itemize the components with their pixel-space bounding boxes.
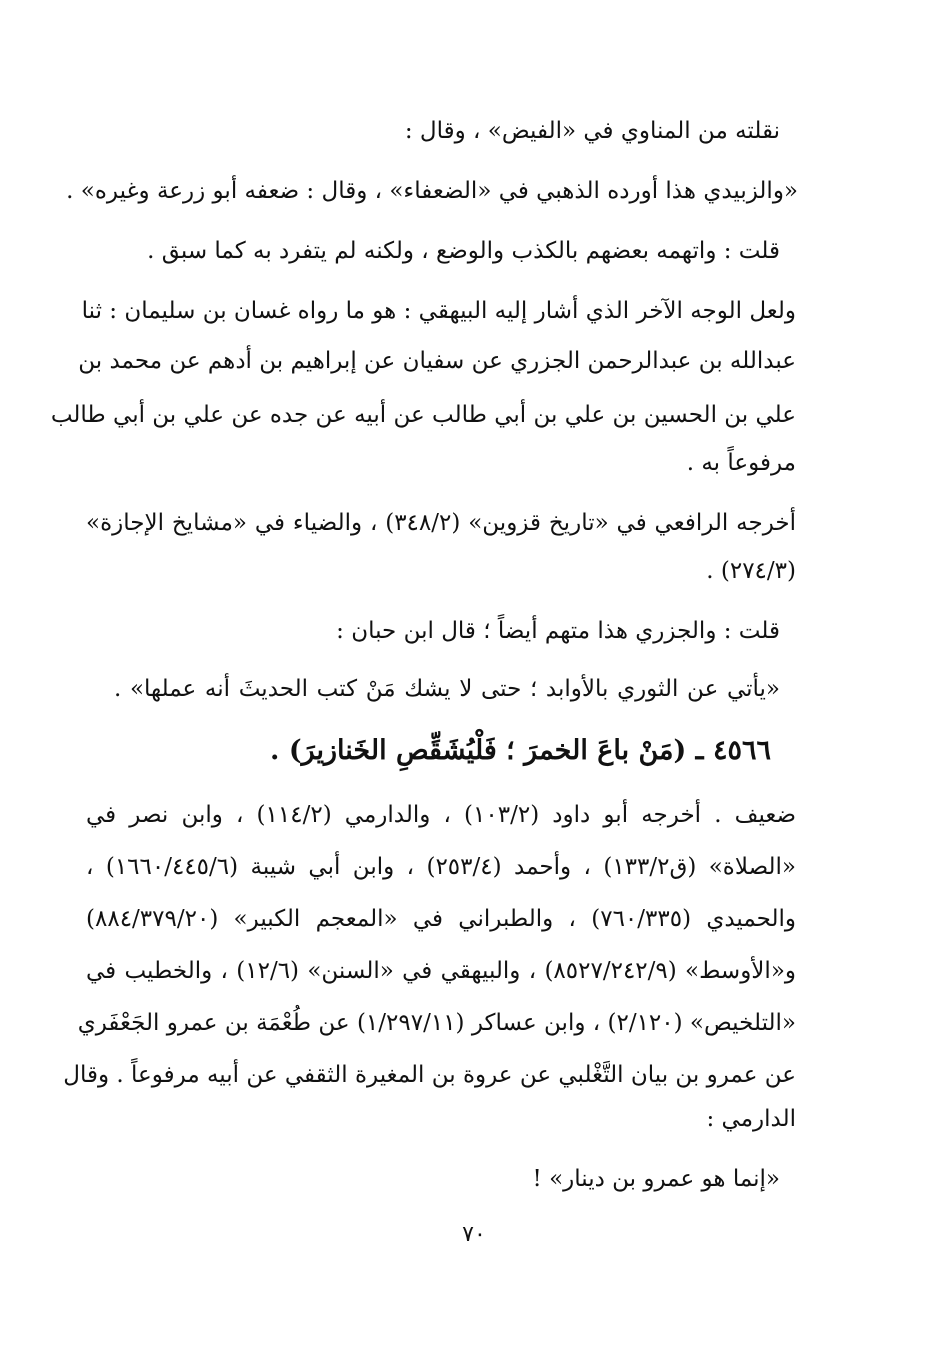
text-line: نقلته من المناوي في «الفيض» ، وقال : <box>404 118 780 144</box>
text-line: قلت : واتهمه بعضهم بالكذب والوضع ، ولكنه لم يتفرد به كما سبق . <box>147 238 780 264</box>
text-line: «إنما هو عمرو بن دينار» ! <box>532 1166 780 1192</box>
text-line: علي بن الحسين بن علي بن أبي طالب عن أبيه عن جده عن علي بن أبي طالب <box>50 402 796 428</box>
text-line: ولعل الوجه الآخر الذي أشار إليه البيهقي : هو ما رواه غسان بن سليمان : ثنا <box>81 298 796 324</box>
text-line: الدارمي : <box>706 1106 796 1132</box>
text-line: مرفوعاً به . <box>686 450 796 476</box>
text-line: عن عمرو بن بيان التَّغْلبي عن عروة بن المغيرة الثقفي عن أبيه مرفوعاً . وقال <box>63 1062 796 1088</box>
text-line: «والزبيدي هذا أورده الذهبي في «الضعفاء» ، وقال : ضعفه أبو زرعة وغيره» . <box>66 178 798 204</box>
text-line: و«الأوسط» (٨٥٢٧/٢٤٢/٩) ، والبيهقي في «السنن» (١٢/٦) ، والخطيب في <box>86 958 796 984</box>
text-line: أخرجه الرافعي في «تاريخ قزوين» (٣٤٨/٢) ، والضياء في «مشايخ الإجازة» <box>86 510 796 536</box>
text-line: «التلخيص» (٢/١٢٠) ، وابن عساكر (١/٢٩٧/١١) عن طُعْمَة بن عمرو الجَعْفَري <box>77 1010 796 1036</box>
text-line: عبدالله بن عبدالرحمن الجزري عن سفيان عن إبراهيم بن أدهم عن محمد بن <box>78 348 796 374</box>
text-line: «يأتي عن الثوري بالأوابد ؛ حتى لا يشك مَنْ كتب الحديثَ أنه عملها» . <box>114 676 780 702</box>
hadith-heading: ٤٥٦٦ ـ (مَنْ باعَ الخمرَ ؛ فَلْيُشَقِّصِ الخَنازيرَ) . <box>270 735 771 766</box>
page-number: ٧٠ <box>462 1222 486 1247</box>
text-line: قلت : والجزري هذا متهم أيضاً ؛ قال ابن حبان : <box>336 618 780 644</box>
text-line: (٢٧٤/٣) . <box>706 558 796 584</box>
text-line: «الصلاة» (ق١٣٣/٢) ، وأحمد (٢٥٣/٤) ، وابن أبي شيبة (١٦٦٠/٤٤٥/٦) ، <box>86 854 796 880</box>
text-line: والحميدي (٧٦٠/٣٣٥) ، والطبراني في «المعجم الكبير» (٨٨٤/٣٧٩/٢٠) <box>86 906 797 932</box>
text-line: ضعيف . أخرجه أبو داود (١٠٣/٢) ، والدارمي (١١٤/٢) ، وابن نصر في <box>86 802 797 828</box>
